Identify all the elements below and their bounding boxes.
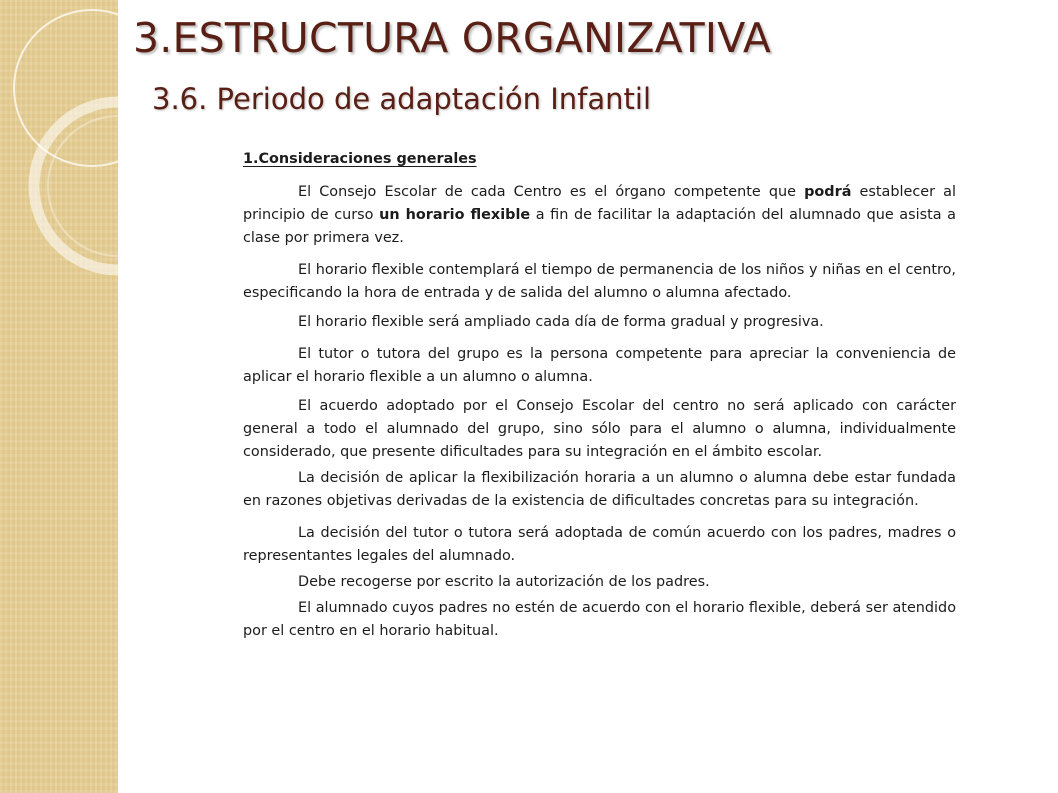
paragraph-1-text-c: establecer al principio de curso (243, 184, 956, 223)
paragraph-1-text-a: El Consejo Escolar de cada Centro es el órgano competente que (298, 184, 805, 200)
paragraph-3: El horario flexible será ampliado cada día de forma gradual y progresiva. (298, 314, 824, 330)
document-heading: 1.Consideraciones generales (243, 151, 477, 167)
paragraph-5: El acuerdo adoptado por el Consejo Escolar del centro no será aplicado con carácter general a todo el alumnado del grupo, sino sólo para el alumno o alumna, individualmente considerado, que presente dificultades para su integración en el ámbito escolar. (243, 398, 956, 460)
paragraph-9: El alumnado cuyos padres no estén de acuerdo con el horario flexible, deberá ser atendido por el centro en el horario habitual. (243, 600, 956, 639)
paragraph-7: La decisión del tutor o tutora será adoptada de común acuerdo con los padres, madres o representantes legales del alumnado. (243, 525, 956, 564)
paragraph-4: El tutor o tutora del grupo es la persona competente para apreciar la conveniencia de aplicar el horario flexible a un alumno o alumna. (243, 346, 956, 385)
slide-subtitle: 3.6. Periodo de adaptación Infantil (152, 82, 652, 116)
paragraph-1 (243, 181, 956, 250)
document-body (243, 148, 956, 643)
paragraph-8: Debe recogerse por escrito la autorización de los padres. (298, 574, 710, 590)
paragraph-1-bold-podra: podrá (804, 184, 852, 200)
paragraph-6: La decisión de aplicar la flexibilización horaria a un alumno o alumna debe estar fundada en razones objetivas derivadas de la existencia de dificultades concretas para su integración. (243, 470, 956, 509)
slide-title: 3.ESTRUCTURA ORGANIZATIVA (133, 14, 772, 62)
paragraph-1-text-e: a fin de facilitar la adaptación del alumnado que asista a clase por primera vez. (243, 207, 956, 246)
paragraph-2: El horario flexible contemplará el tiempo de permanencia de los niños y niñas en el centro, especificando la hora de entrada y de salida del alumno o alumna afectado. (243, 262, 956, 301)
paragraph-1-bold-horario: un horario flexible (379, 207, 531, 223)
